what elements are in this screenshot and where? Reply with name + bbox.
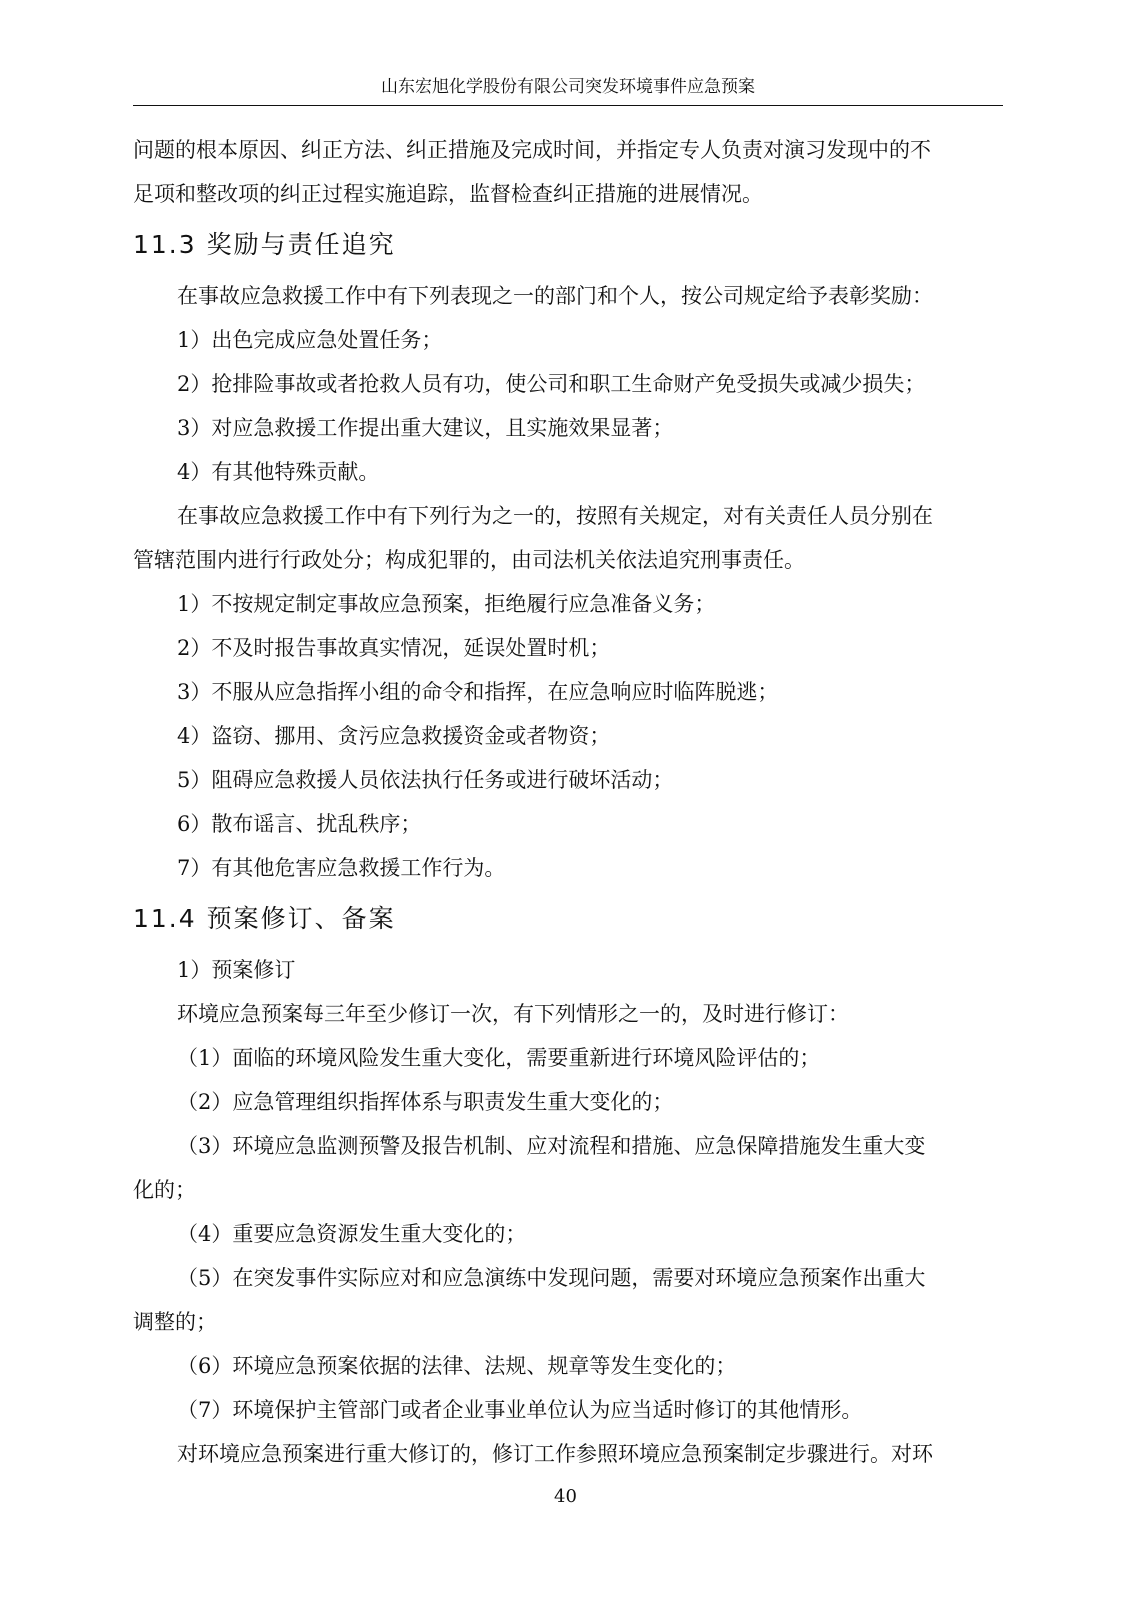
paragraph-line: （6）环境应急预案依据的法律、法规、规章等发生变化的；: [177, 1354, 737, 1378]
paragraph-line: 4）有其他特殊贡献。: [177, 460, 380, 484]
paragraph-line: 对环境应急预案进行重大修订的，修订工作参照环境应急预案制定步骤进行。对环: [177, 1442, 933, 1466]
paragraph-line: 调整的；: [133, 1310, 217, 1334]
paragraph-line: 在事故应急救援工作中有下列表现之一的部门和个人，按公司规定给予表彰奖励：: [177, 284, 933, 308]
paragraph-line: （1）面临的环境风险发生重大变化，需要重新进行环境风险评估的；: [177, 1046, 821, 1070]
paragraph-line: 1）预案修订: [177, 958, 296, 982]
paragraph-line: （5）在突发事件实际应对和应急演练中发现问题，需要对环境应急预案作出重大: [177, 1266, 926, 1290]
paragraph-line: 管辖范围内进行行政处分；构成犯罪的，由司法机关依法追究刑事责任。: [133, 548, 805, 572]
page-number: 40: [554, 1486, 577, 1507]
section-heading: 11.4 预案修订、备案: [133, 904, 396, 933]
paragraph-line: 3）不服从应急指挥小组的命令和指挥，在应急响应时临阵脱逃；: [177, 680, 779, 704]
paragraph-line: 1）不按规定制定事故应急预案，拒绝履行应急准备义务；: [177, 592, 716, 616]
paragraph-line: 化的；: [133, 1178, 196, 1202]
paragraph-line: 4）盗窃、挪用、贪污应急救援资金或者物资；: [177, 724, 611, 748]
paragraph-line: 5）阻碍应急救援人员依法执行任务或进行破坏活动；: [177, 768, 674, 792]
paragraph-line: （3）环境应急监测预警及报告机制、应对流程和措施、应急保障措施发生重大变: [177, 1134, 926, 1158]
document-body: [133, 128, 1003, 1476]
paragraph-line: 3）对应急救援工作提出重大建议，且实施效果显著；: [177, 416, 674, 440]
paragraph-line: 6）散布谣言、扰乱秩序；: [177, 812, 422, 836]
paragraph-line: 环境应急预案每三年至少修订一次，有下列情形之一的，及时进行修订：: [177, 1002, 849, 1026]
paragraph-line: 2）抢排险事故或者抢救人员有功，使公司和职工生命财产免受损失或减少损失；: [177, 372, 926, 396]
paragraph-line: （2）应急管理组织指挥体系与职责发生重大变化的；: [177, 1090, 674, 1114]
paragraph-line: 问题的根本原因、纠正方法、纠正措施及完成时间，并指定专人负责对演习发现中的不: [133, 138, 931, 162]
page-header: 山东宏旭化学股份有限公司突发环境事件应急预案: [381, 77, 755, 97]
section-heading: 11.3 奖励与责任追究: [133, 230, 396, 259]
paragraph-line: （4）重要应急资源发生重大变化的；: [177, 1222, 527, 1246]
header-divider: [133, 105, 1003, 106]
paragraph-line: 1）出色完成应急处置任务；: [177, 328, 443, 352]
paragraph-line: 足项和整改项的纠正过程实施追踪，监督检查纠正措施的进展情况。: [133, 182, 763, 206]
paragraph-line: 7）有其他危害应急救援工作行为。: [177, 856, 506, 880]
paragraph-line: 2）不及时报告事故真实情况，延误处置时机；: [177, 636, 611, 660]
paragraph-line: 在事故应急救援工作中有下列行为之一的，按照有关规定，对有关责任人员分别在: [177, 504, 933, 528]
paragraph-line: （7）环境保护主管部门或者企业事业单位认为应当适时修订的其他情形。: [177, 1398, 863, 1422]
